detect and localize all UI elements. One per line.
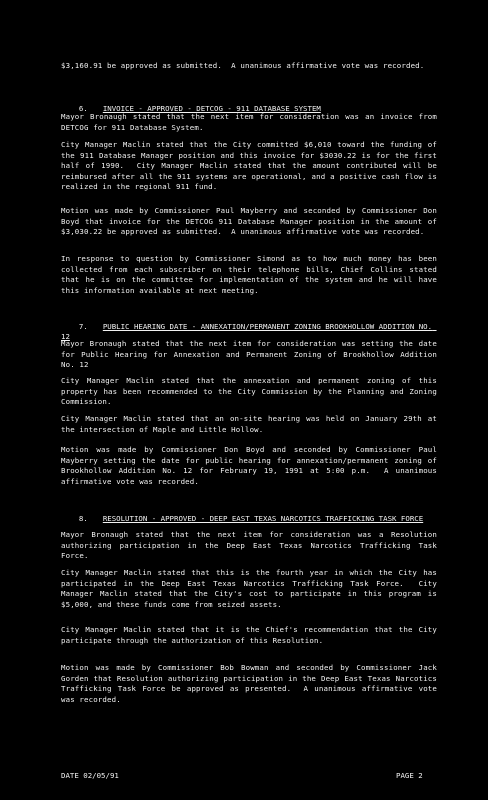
section-number: 6. <box>78 103 88 113</box>
section-title: PUBLIC HEARING DATE - ANNEXATION/PERMANENT ZONING BROOKHOLLOW ADDITION NO. 12 <box>61 321 437 342</box>
lead-paragraph: $3,160.91 be approved as submitted. A unanimous affirmative vote was recorded. <box>61 61 425 70</box>
paragraph: Mayor Bronaugh stated that the next item for consideration was an invoice from DETCOG for 911 Database System. <box>61 112 442 132</box>
paragraph: In response to question by Commissioner Simond as to how much money has been collected from each subscriber on their telephone bills, Chief Collins stated that he is on the committee for implementation of the system and he will have this information available at next meeting. <box>61 254 442 295</box>
paragraph: Motion was made by Commissioner Don Boyd and seconded by Commissioner Paul Mayberry setting the date for public hearing for annexation/permanent zoning of Brookhollow Addition No. 12 for February 19, 1991 at 5:00 p.m. A unanimous affirmative vote was recorded. <box>61 445 442 486</box>
section-number: 8. <box>78 513 88 523</box>
paragraph: City Manager Maclin stated that the City committed $6,010 toward the funding of the 911 Database Manager position and this invoice for $3030.22 is for the first half of 1990. City Manager Maclin stated that the amount contributed will be reimbursed after all the 911 systems are operational, and a positive cash flow is realized in the regional 911 fund. <box>61 140 442 192</box>
footer-page-number: PAGE 2 <box>396 771 423 780</box>
paragraph: City Manager Maclin stated that the annexation and permanent zoning of this property has been recommended to the City Commission by the Planning and Zoning Commission. <box>61 376 442 407</box>
paragraph: Mayor Bronaugh stated that the next item for consideration was setting the date for Public Hearing for Annexation and Permanent Zoning of Brookhollow Addition No. 12 <box>61 339 442 370</box>
section-title: INVOICE - APPROVED - DETCOG - 911 DATABASE SYSTEM <box>102 103 321 113</box>
paragraph: City Manager Maclin stated that this is the fourth year in which the City has participated in the Deep East Texas Narcotics Trafficking Task Force. City Manager Maclin stated that the City's cost to participate in this program is $5,000, and these funds come from seized assets. <box>61 568 442 609</box>
paragraph: City Manager Maclin stated that it is the Chief's recommendation that the City participate through the authorization of this Resolution. <box>61 625 442 645</box>
paragraph: Motion was made by Commissioner Bob Bowman and seconded by Commissioner Jack Gorden that Resolution authorizing participation in the Deep East Texas Narcotics Trafficking Task Force be approved as presented. A unanimous affirmative vote was recorded. <box>61 663 442 704</box>
footer-date: DATE 02/05/91 <box>61 771 119 780</box>
paragraph: City Manager Maclin stated that an on-site hearing was held on January 29th at the intersection of Maple and Little Hollow. <box>61 414 442 434</box>
section-title: RESOLUTION - APPROVED - DEEP EAST TEXAS NARCOTICS TRAFFICKING TASK FORCE <box>102 513 424 523</box>
section-number: 7. <box>78 321 88 331</box>
paragraph: Motion was made by Commissioner Paul Mayberry and seconded by Commissioner Don Boyd that invoice for the DETCOG 911 Database Manager position in the amount of $3,030.22 be approved as submitted. A unanimous affirmative vote was recorded. <box>61 206 442 237</box>
paragraph: Mayor Bronaugh stated that the next item for consideration was a Resolution authorizing participation in the Deep East Texas Narcotics Trafficking Task Force. <box>61 530 442 561</box>
